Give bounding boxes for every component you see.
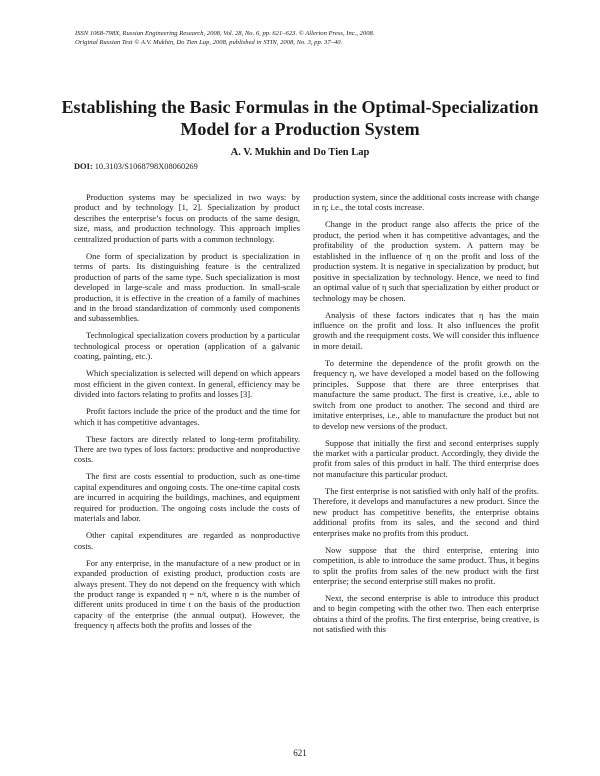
paragraph: Production systems may be specialized in two ways: by product and by technology [1, 2]. Specialization by product describes the enterprise’s focus on products of the same design, size, mass, and production technology. This approach implies centralized production of parts with a common technology. (74, 192, 300, 244)
paragraph: Which specialization is selected will depend on which appears most efficient in the given context. In general, efficiency may be divided into factors relating to profits and losses [3]. (74, 368, 300, 400)
paragraph: Analysis of these factors indicates that η has the main influence on the profit and loss. It also influences the profit growth and the reequipment costs. We will consider this influence in more detail. (313, 309, 539, 351)
right-column (313, 192, 539, 641)
doi-line (74, 162, 198, 171)
header-line-1: ISSN 1068-798X, Russian Engineering Research, 2008, Vol. 28, No. 6, pp. 621–623. © Allerton Press, Inc., 2008. (75, 30, 375, 37)
paragraph: To determine the dependence of the profit growth on the frequency η, we have developed a model based on the following principles. Suppose that there are three enterprises that manufacture the same product. The first is creative, i.e., able to switch from one product to another. The second and third are imitative enterprises, i.e., able to manufacture the product but not to develop new versions of the product. (313, 357, 539, 431)
paragraph: Other capital expenditures are regarded as nonproductive costs. (74, 530, 300, 551)
article-authors: A. V. Mukhin and Do Tien Lap (230, 147, 370, 158)
header-line-2: Original Russian Text © A.V. Mukhin, Do Tien Lap, 2008, published in STIN, 2008, No. 3, pp. 37–40. (75, 38, 343, 46)
paragraph: Technological specialization covers production by a particular technological process or operation (application of a galvanic coating, painting, etc.). (74, 330, 300, 362)
journal-header (75, 30, 545, 47)
paragraph: Profit factors include the price of the product and the time for which it has competitive advantages. (74, 406, 300, 427)
doi-label: DOI: (74, 162, 93, 171)
paragraph: One form of specialization by product is specialization in terms of parts. Its distinguishing feature is the centralized production of parts of the same type. Such specialization is most developed in large-scale and mass production. In small-scale production, it is effective in the creation of a family of machines and in the broad standardization of commonly used components and subassemblies. (74, 250, 300, 324)
paragraph: Next, the second enterprise is able to introduce this product and to begin competing with the other two. Then each enterprise obtains a third of the profits. The first enterprise, being creative, is not satisfied with this (313, 592, 539, 635)
paragraph: Change in the product range also affects the price of the product, the period when it has competitive advantages, and the profitability of the production system. A pattern may be established in the influence of η on the profit and loss of the production system. It is negative in specialization by product, but positive in specialization by technology. Hence, we need to find an optimal value of η such that specialization by either product or technology may be chosen. (313, 219, 539, 303)
paragraph: These factors are directly related to long-term profitability. There are two types of loss factors: productive and nonproductive costs. (74, 433, 300, 465)
article-title: Establishing the Basic Formulas in the Optimal-Specialization Model for a Production System (61, 97, 539, 139)
left-column (74, 192, 300, 637)
doi-value: 10.3103/S1068798X08060269 (94, 162, 198, 171)
paragraph: For any enterprise, in the manufacture of a new product or in expanded production of existing product, production costs are always present. They do not depend on the frequency with which the product range is expanded η = n/t, where n is the number of different units produced in time t on the basis of the production capacity of the enterprise (the annual output). However, the frequency η affects both the profits and losses of the (74, 557, 300, 631)
paragraph: Suppose that initially the first and second enterprises supply the market with a particular product. Accordingly, they divide the profit from sales of this product in half. The third enterprise does not manufacture this particular product. (313, 437, 539, 479)
paragraph: Now suppose that the third enterprise, entering into competition, is able to introduce the same product. Thus, it begins to split the profits from sales of the new product with the first enterprise; the second enterprise still makes no profit. (313, 544, 539, 586)
page-number: 621 (293, 748, 307, 758)
paragraph: production system, since the additional costs increase with change in η; i.e., the total costs increase. (313, 192, 539, 213)
paragraph: The first enterprise is not satisfied with only half of the profits. Therefore, it develops and manufactures a new product. Since the new product has competitive benefits, the enterprise obtains additional profits from its sales, and the second and third enterprises make no profits from this product. (313, 485, 539, 538)
paragraph: The first are costs essential to production, such as one-time capital expenditures and ongoing costs. The one-time capital costs are incurred in acquiring the buildings, machines, and equipment required for production. The ongoing costs include the costs of materials and labor. (74, 471, 300, 524)
